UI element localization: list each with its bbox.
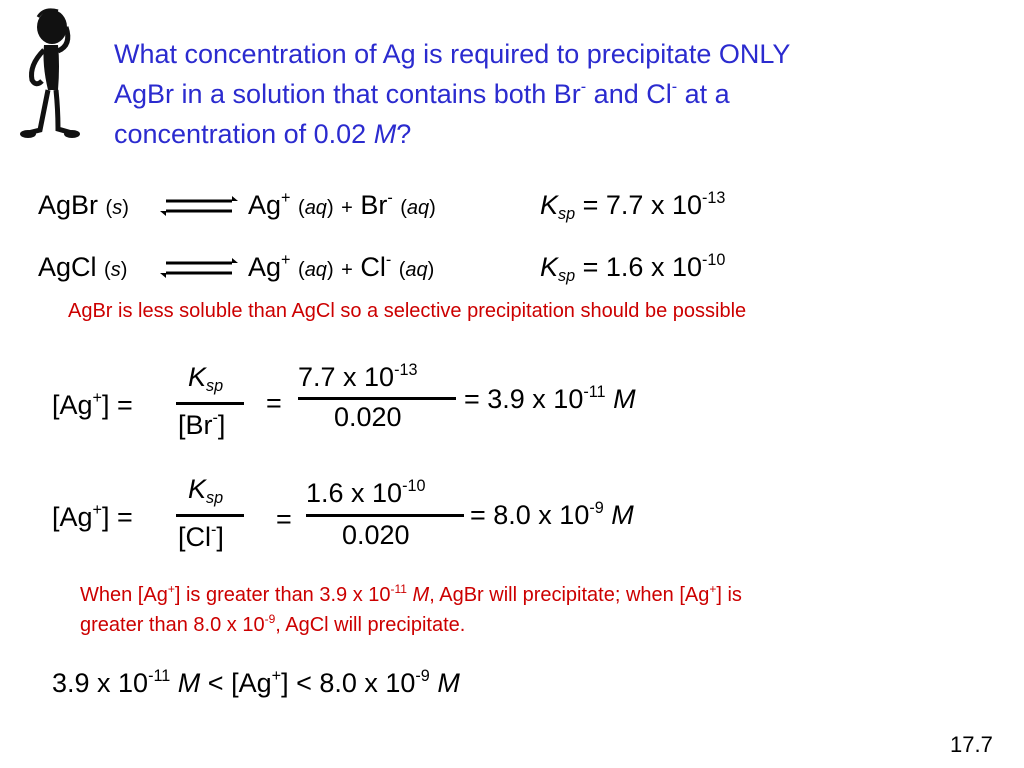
calc1-equals: = [266, 388, 282, 418]
calc2-numerator: $K_{sp}$ [188, 474, 224, 507]
calc1-fraction-bar-2 [298, 397, 456, 400]
equilibrium-arrows-icon [160, 255, 238, 281]
calc2-fraction-bar [176, 514, 244, 517]
calc2-equals: = [276, 504, 292, 534]
eq1-products: Ag+ (aq) + Br- (aq) [248, 189, 436, 220]
eq2-ksp: $K_{sp} = 1.6$ x $10^{-10}$ [540, 251, 726, 285]
precipitation-note-line-1: When [Ag+] is greater than 3.9 x $10^{-11}$ M, AgBr will precipitate; when [Ag+] is [80, 582, 742, 606]
selectivity-note: AgBr is less soluble than AgCl so a selective precipitation should be possible [68, 300, 747, 322]
calc1-lhs: [Ag+] = [52, 389, 133, 420]
calc1-result: = 3.9 x $10^{-11}$ M [464, 383, 636, 414]
calc2-denominator-value: 0.020 [342, 520, 410, 550]
equilibrium-arrows-icon [160, 193, 238, 219]
precipitation-note-line-2: greater than 8.0 x $10^{-9}$, AgCl will precipitate. [80, 612, 466, 636]
question-line-2: AgBr in a solution that contains both Br- and Cl- at a [114, 78, 730, 109]
eq1-ksp: $K_{sp} = 7.7$ x $10^{-13}$ [540, 189, 726, 223]
calc2-fraction-bar-2 [306, 514, 464, 517]
precipitation-note [80, 580, 742, 640]
concentration-range: 3.9 x $10^{-11}$ M < [Ag+] < 8.0 x $10^{-9}$ M [52, 667, 460, 698]
calc1-fraction-bar [176, 402, 244, 405]
calc1-denominator-value: 0.020 [334, 402, 402, 432]
question-text [114, 34, 994, 154]
eq2-reactant: AgCl (s) [38, 252, 128, 282]
slide-number: 17.7 [950, 732, 993, 757]
question-line-3: concentration of 0.02 M? [114, 119, 412, 149]
calc2-numerator-value: 1.6 x $10^{-10}$ [306, 477, 426, 508]
calc1-numerator-value: 7.7 x $10^{-13}$ [298, 361, 418, 392]
calc1-denominator: [Br-] [178, 409, 226, 440]
thinking-stick-figure-icon [14, 5, 84, 140]
calc1-numerator: $K_{sp}$ [188, 362, 224, 395]
eq2-products: Ag+ (aq) + Cl- (aq) [248, 251, 435, 282]
question-line-1: What concentration of Ag is required to precipitate ONLY [114, 39, 791, 69]
calc2-result: = 8.0 x $10^{-9}$ M [470, 499, 634, 530]
calc2-denominator: [Cl-] [178, 521, 224, 552]
eq1-reactant: AgBr (s) [38, 190, 129, 220]
calc2-lhs: [Ag+] = [52, 501, 133, 532]
